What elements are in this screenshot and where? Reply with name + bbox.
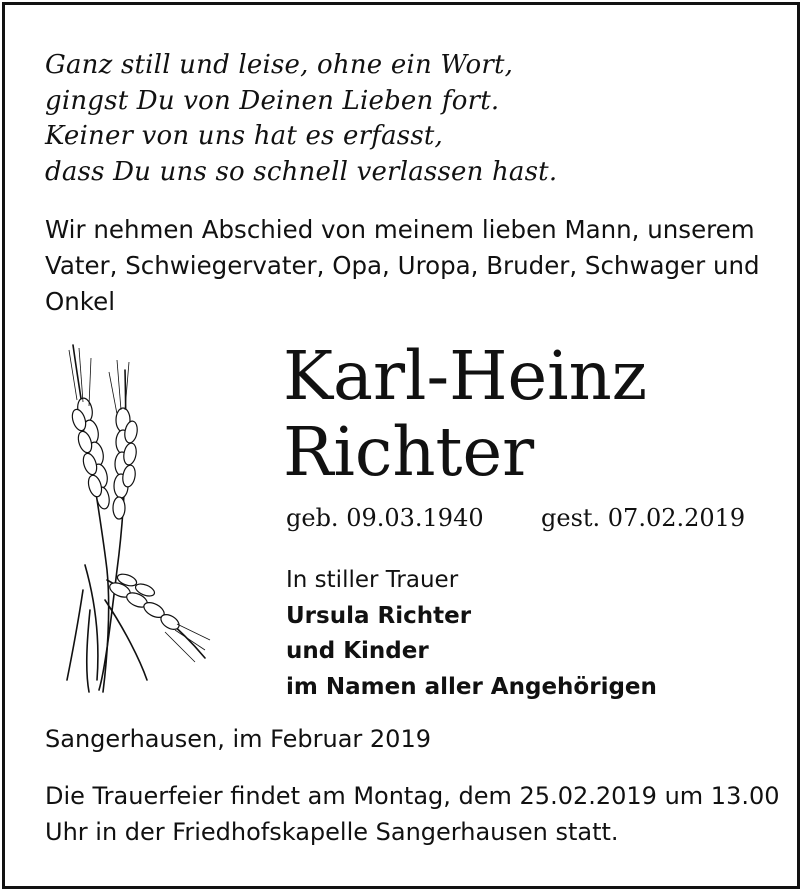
place-date: Sangerhausen, im Februar 2019 — [45, 725, 431, 753]
first-name: Karl-Heinz — [283, 337, 648, 415]
mourners-block — [286, 563, 657, 705]
deceased-name — [283, 338, 647, 490]
birth-date: geb. 09.03.1940 — [286, 504, 484, 532]
mourner-family: und Kinder — [286, 638, 429, 664]
last-name: Richter — [283, 413, 535, 491]
poem-line: Keiner von uns hat es erfasst, — [45, 121, 443, 151]
farewell-intro: Wir nehmen Abschied von meinem lieben Mann, unserem Vater, Schwiegervater, Opa, Uropa, Bruder, Schwager und Onkel — [45, 215, 760, 316]
mourners-intro: In stiller Trauer — [286, 567, 459, 593]
wheat-ears-icon — [55, 340, 215, 700]
poem — [45, 48, 557, 190]
funeral-service-info: Die Trauerfeier findet am Montag, dem 25.02.2019 um 13.00 Uhr in der Friedhofskapelle Sangerhausen statt. — [45, 782, 780, 846]
mourner-name: Ursula Richter — [286, 602, 472, 629]
death-date: gest. 07.02.2019 — [541, 504, 746, 532]
poem-line: dass Du uns so schnell verlassen hast. — [45, 156, 558, 187]
mourner-relatives: im Namen aller Angehörigen — [286, 673, 657, 700]
poem-line: gingst Du von Deinen Lieben fort. — [45, 85, 500, 116]
poem-line: Ganz still und leise, ohne ein Wort, — [45, 50, 514, 80]
